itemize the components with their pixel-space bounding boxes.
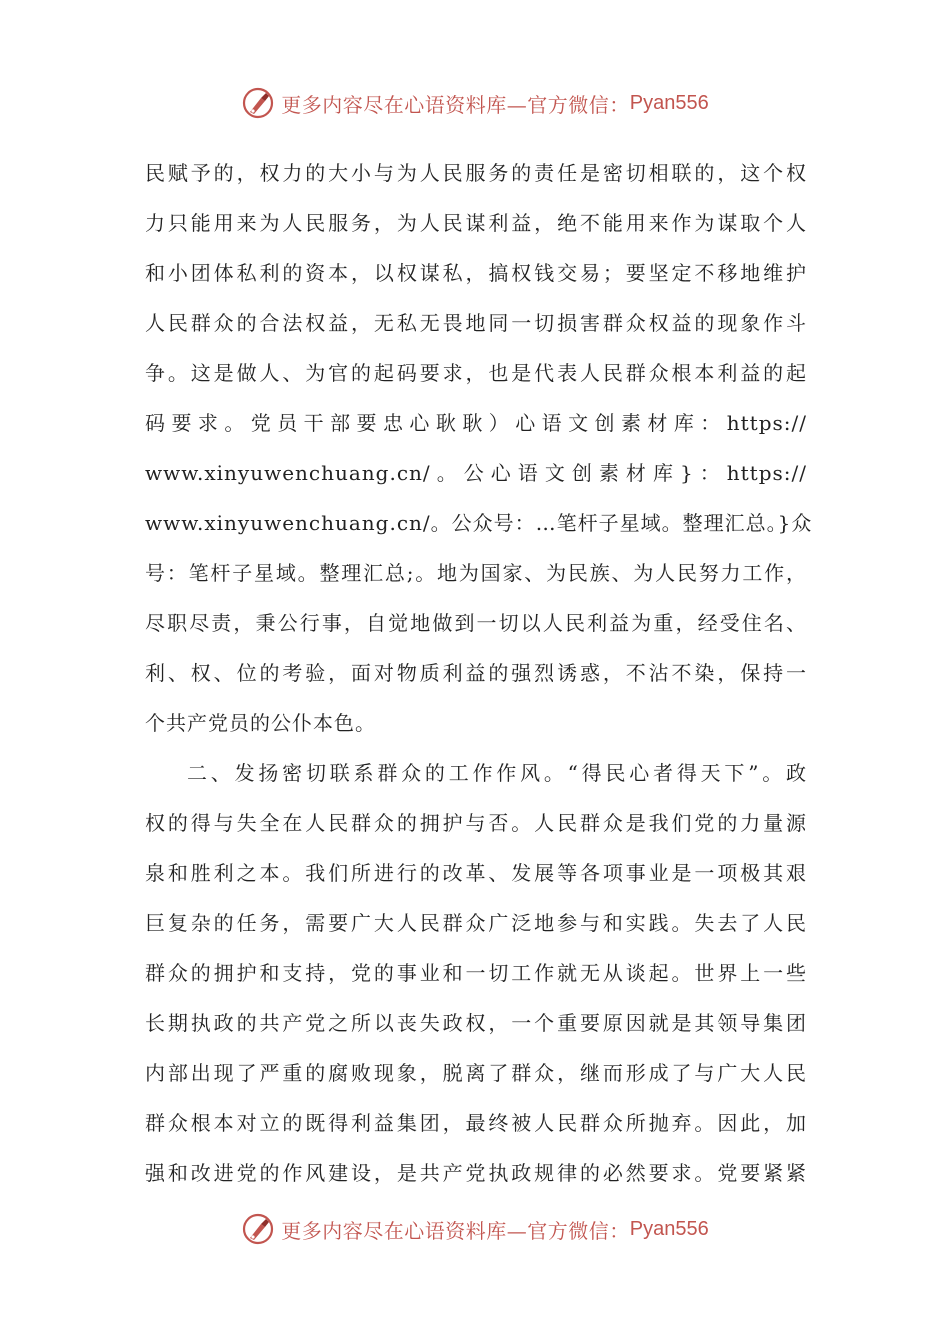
text-line: 争。这是做人、为官的起码要求，也是代表人民群众根本利益的起 bbox=[145, 361, 807, 385]
pen-nib-logo-icon bbox=[241, 1212, 275, 1246]
header-banner-text: 更多内容尽在心语资料库—官方微信： bbox=[281, 92, 630, 117]
text-line: 码要求。党员干部要忠心耿耿）心语文创素材库：https:// bbox=[145, 411, 807, 435]
text-line: 泉和胜利之本。我们所进行的改革、发展等各项事业是一项极其艰 bbox=[145, 861, 807, 885]
text-line: 人民群众的合法权益，无私无畏地同一切损害群众权益的现象作斗 bbox=[145, 311, 807, 335]
text-line: 尽职尽责，秉公行事，自觉地做到一切以人民利益为重，经受住名、 bbox=[145, 611, 807, 635]
footer-wechat-id: Pyan556 bbox=[629, 1217, 709, 1240]
text-line: 民赋予的，权力的大小与为人民服务的责任是密切相联的，这个权 bbox=[145, 161, 807, 185]
header-banner bbox=[0, 83, 950, 123]
text-line: 内部出现了严重的腐败现象，脱离了群众，继而形成了与广大人民 bbox=[145, 1061, 807, 1085]
text-line: 巨复杂的任务，需要广大人民群众广泛地参与和实践。失去了人民 bbox=[145, 911, 807, 935]
text-line: www.xinyuwenchuang.cn/。公众号：…笔杆子星域。整理汇总。}众 bbox=[145, 511, 813, 535]
text-line: 权的得与失全在人民群众的拥护与否。人民群众是我们党的力量源 bbox=[145, 811, 807, 835]
text-line: 和小团体私利的资本，以权谋私，搞权钱交易；要坚定不移地维护 bbox=[145, 261, 807, 285]
footer-banner-text: 更多内容尽在心语资料库—官方微信： bbox=[281, 1218, 630, 1243]
text-line: 利、权、位的考验，面对物质利益的强烈诱惑，不沾不染，保持一 bbox=[145, 661, 807, 685]
text-line: 群众根本对立的既得利益集团，最终被人民群众所抛弃。因此，加 bbox=[145, 1111, 807, 1135]
text-line: 群众的拥护和支持，党的事业和一切工作就无从谈起。世界上一些 bbox=[145, 961, 807, 985]
footer-banner bbox=[0, 1209, 950, 1249]
pen-nib-logo-icon bbox=[241, 86, 275, 120]
text-line: www.xinyuwenchuang.cn/。公心语文创素材库}：https:// bbox=[145, 461, 807, 485]
header-wechat-id: Pyan556 bbox=[629, 91, 709, 114]
text-line: 长期执政的共产党之所以丧失政权，一个重要原因就是其领导集团 bbox=[145, 1011, 807, 1035]
text-line: 号：笔杆子星域。整理汇总;。地为国家、为民族、为人民努力工作， bbox=[145, 561, 807, 585]
document-body bbox=[145, 148, 813, 1198]
text-line: 力只能用来为人民服务，为人民谋利益，绝不能用来作为谋取个人 bbox=[145, 211, 807, 235]
paragraph-end-line: 个共产党员的公仆本色。 bbox=[145, 711, 376, 735]
section-heading-line: 二、发扬密切联系群众的工作作风。“得民心者得天下”。政 bbox=[187, 761, 807, 785]
text-line: 强和改进党的作风建设，是共产党执政规律的必然要求。党要紧紧 bbox=[145, 1161, 807, 1185]
